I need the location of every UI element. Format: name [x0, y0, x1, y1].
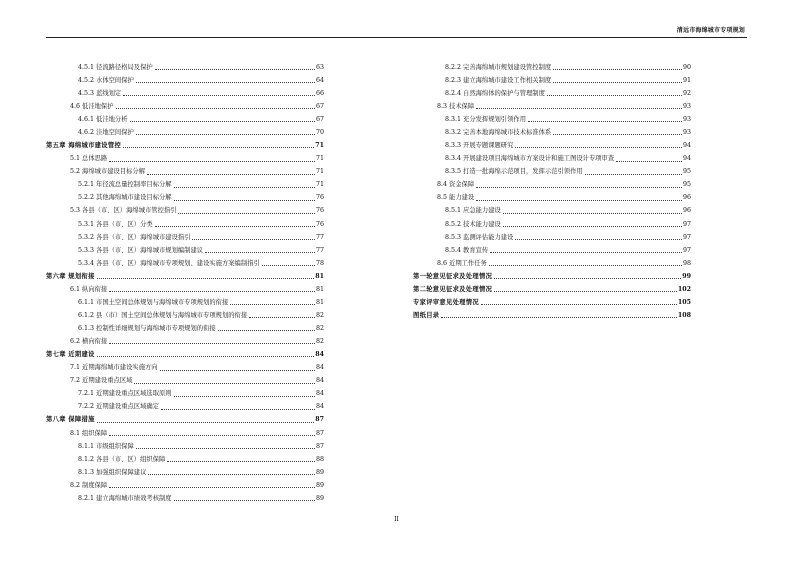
toc-entry-title: 第七章 近期建设	[46, 351, 95, 359]
toc-chapter-entry[interactable]	[413, 293, 691, 306]
toc-entry-page: 84	[315, 351, 324, 359]
toc-dot-leader	[262, 265, 315, 266]
toc-entry-page: 66	[315, 89, 324, 97]
toc-entry-title: 6.1 纵向衔接	[70, 285, 108, 293]
toc-dot-leader	[476, 108, 682, 109]
toc-dot-leader	[490, 252, 682, 253]
toc-dot-leader	[167, 461, 315, 462]
toc-entry[interactable]	[46, 385, 324, 398]
toc-dot-leader	[123, 147, 314, 148]
toc-dot-leader	[494, 278, 681, 279]
toc-entry[interactable]	[413, 254, 691, 267]
toc-entry-page: 67	[315, 102, 324, 110]
toc-entry[interactable]	[46, 202, 324, 215]
toc-dot-leader	[515, 239, 682, 240]
toc-entry-page: 82	[315, 338, 324, 346]
toc-entry-page: 97	[682, 220, 691, 228]
toc-entry-page: 95	[682, 181, 691, 189]
toc-entry-page: 105	[677, 298, 691, 306]
toc-entry[interactable]	[46, 84, 324, 97]
toc-entry-page: 64	[315, 76, 324, 84]
toc-entry[interactable]	[46, 58, 324, 71]
toc-entry[interactable]	[46, 163, 324, 176]
toc-dot-leader	[494, 291, 677, 292]
toc-dot-leader	[528, 121, 682, 122]
toc-entry-page: 76	[315, 194, 324, 202]
toc-entry-page: 71	[315, 168, 324, 176]
toc-entry[interactable]	[413, 189, 691, 202]
toc-entry[interactable]	[46, 476, 324, 489]
toc-entry-page: 84	[315, 390, 324, 398]
toc-entry[interactable]	[413, 215, 691, 228]
toc-chapter-entry[interactable]	[413, 306, 691, 319]
toc-entry-title: 8.4 资金保障	[437, 181, 475, 189]
toc-entry-title: 4.5.3 蓝线划定	[78, 89, 122, 97]
toc-entry-title: 第六章 规划衔接	[46, 272, 95, 280]
toc-entry-page: 82	[315, 311, 324, 319]
toc-entry-title: 8.6 近期工作任务	[437, 259, 487, 267]
toc-chapter-entry[interactable]	[46, 411, 324, 424]
toc-entry[interactable]	[46, 463, 324, 476]
toc-entry[interactable]	[413, 241, 691, 254]
toc-dot-leader	[97, 422, 315, 423]
toc-entry[interactable]	[46, 176, 324, 189]
toc-chapter-entry[interactable]	[413, 280, 691, 293]
toc-dot-leader	[553, 69, 682, 70]
toc-entry-page: 81	[315, 285, 324, 293]
toc-dot-leader	[616, 161, 682, 162]
toc-entry-page: 87	[315, 429, 324, 437]
toc-dot-leader	[553, 82, 682, 83]
toc-entry-page: 94	[682, 142, 691, 150]
toc-entry[interactable]	[413, 97, 691, 110]
toc-dot-leader	[205, 252, 315, 253]
toc-entry-title: 8.1.1 市级组织保障	[78, 442, 134, 450]
toc-entry[interactable]	[46, 450, 324, 463]
toc-entry[interactable]	[46, 189, 324, 202]
toc-entry-title: 第八章 保障措施	[46, 416, 95, 424]
toc-entry[interactable]	[413, 149, 691, 162]
toc-entry[interactable]	[413, 110, 691, 123]
toc-dot-leader	[136, 134, 315, 135]
toc-right-column	[413, 58, 691, 319]
toc-dot-leader	[155, 69, 315, 70]
toc-entry-page: 82	[315, 325, 324, 333]
toc-dot-leader	[585, 174, 682, 175]
toc-dot-leader	[109, 291, 315, 292]
toc-entry-title: 专家评审意见处理情况	[413, 298, 479, 306]
toc-dot-leader	[174, 187, 315, 188]
toc-dot-leader	[97, 278, 315, 279]
toc-entry[interactable]	[413, 228, 691, 241]
toc-entry[interactable]	[46, 358, 324, 371]
toc-entry-title: 8.1.3 加强组织保障建议	[78, 468, 147, 476]
toc-entry[interactable]	[46, 372, 324, 385]
toc-dot-leader	[116, 108, 315, 109]
toc-entry-page: 108	[677, 311, 691, 319]
toc-entry[interactable]	[46, 71, 324, 84]
toc-entry[interactable]	[413, 202, 691, 215]
toc-entry-page: 94	[682, 155, 691, 163]
toc-entry[interactable]	[413, 123, 691, 136]
toc-entry[interactable]	[46, 437, 324, 450]
toc-dot-leader	[547, 95, 682, 96]
toc-entry-title: 6.1.1 市国土空间总体规划与海绵城市专项规划的衔接	[78, 298, 229, 306]
toc-entry[interactable]	[46, 489, 324, 502]
toc-entry-page: 81	[315, 272, 324, 280]
toc-entry[interactable]	[46, 319, 324, 332]
toc-entry-page: 76	[315, 207, 324, 215]
toc-dot-leader	[515, 147, 682, 148]
toc-entry[interactable]	[413, 163, 691, 176]
toc-dot-leader	[489, 265, 682, 266]
toc-entry-page: 92	[682, 89, 691, 97]
toc-dot-leader	[174, 500, 315, 501]
toc-entry-page: 71	[315, 181, 324, 189]
toc-entry-page: 89	[315, 494, 324, 502]
toc-dot-leader	[134, 383, 315, 384]
toc-entry[interactable]	[46, 424, 324, 437]
toc-entry-title: 8.3.4 开展建设项目海绵城市方案设计和施工图设计专项审查	[445, 155, 615, 163]
toc-entry[interactable]	[46, 293, 324, 306]
toc-dot-leader	[230, 304, 315, 305]
toc-dot-leader	[109, 435, 315, 436]
toc-entry[interactable]	[46, 306, 324, 319]
toc-dot-leader	[441, 317, 676, 318]
toc-entry-title: 4.6.2 洼地空间保护	[78, 129, 134, 137]
toc-entry-page: 102	[677, 285, 691, 293]
toc-entry-title: 5.2.1 年径流总量控制率目标分解	[78, 181, 172, 189]
toc-dot-leader	[161, 409, 315, 410]
toc-dot-leader	[155, 226, 315, 227]
toc-dot-leader	[503, 226, 682, 227]
toc-entry-title: 8.5.4 教育宣传	[445, 246, 489, 254]
toc-entry[interactable]	[46, 254, 324, 267]
toc-entry-title: 8.3.1 充分发挥规划引领作用	[445, 116, 526, 124]
toc-entry-title: 8.2.2 完善海绵城市规划建设管控制度	[445, 63, 552, 71]
toc-entry-title: 8.5.1 应急能力建设	[445, 207, 501, 215]
toc-entry[interactable]	[46, 149, 324, 162]
toc-entry-page: 76	[315, 220, 324, 228]
toc-dot-leader	[109, 487, 315, 488]
toc-entry-title: 7.1 近期海绵城市建设实施方向	[70, 364, 158, 372]
toc-entry-page: 99	[682, 272, 691, 280]
toc-entry-page: 84	[315, 377, 324, 385]
toc-entry-title: 4.5.2 水体空间保护	[78, 76, 134, 84]
toc-entry-title: 8.1 组织保障	[70, 429, 108, 437]
toc-entry-page: 88	[315, 455, 324, 463]
toc-entry-title: 6.2 横向衔接	[70, 338, 108, 346]
toc-entry-page: 67	[315, 116, 324, 124]
toc-entry[interactable]	[46, 228, 324, 241]
toc-chapter-entry[interactable]	[413, 267, 691, 280]
toc-entry-title: 8.2.1 建立海绵城市绩效考核制度	[78, 494, 172, 502]
toc-entry-page: 93	[682, 129, 691, 137]
toc-entry-title: 8.5.3 监测评估能力建设	[445, 233, 514, 241]
toc-dot-leader	[481, 304, 677, 305]
toc-entry-page: 97	[682, 233, 691, 241]
toc-dot-leader	[97, 356, 315, 357]
toc-entry[interactable]	[413, 84, 691, 97]
toc-chapter-entry[interactable]	[46, 267, 324, 280]
toc-dot-leader	[476, 187, 682, 188]
toc-entry[interactable]	[46, 215, 324, 228]
toc-dot-leader	[192, 239, 315, 240]
toc-entry-page: 93	[682, 116, 691, 124]
toc-entry-title: 5.2 海绵城市建设目标分解	[70, 168, 145, 176]
toc-entry-page: 77	[315, 246, 324, 254]
toc-entry-page: 89	[315, 468, 324, 476]
toc-entry[interactable]	[46, 332, 324, 345]
toc-entry-title: 5.1 总体思路	[70, 155, 108, 163]
toc-entry-title: 5.3.2 各县（市、区）海绵城市建设指引	[78, 233, 191, 241]
toc-entry-title: 5.3 各县（市、区）海绵城市管控指引	[70, 207, 177, 215]
toc-entry[interactable]	[46, 398, 324, 411]
toc-entry-page: 71	[315, 155, 324, 163]
toc-entry-page: 89	[315, 481, 324, 489]
header-divider	[46, 37, 747, 38]
toc-entry-page: 96	[682, 194, 691, 202]
toc-entry[interactable]	[413, 71, 691, 84]
toc-entry-page: 78	[315, 259, 324, 267]
toc-entry[interactable]	[46, 97, 324, 110]
toc-dot-leader	[130, 121, 315, 122]
toc-entry-title: 8.2 制度保障	[70, 481, 108, 489]
toc-entry[interactable]	[46, 123, 324, 136]
toc-entry-title: 8.3.5 打造一批海绵示范项目，发挥示范引领作用	[445, 168, 583, 176]
toc-entry-page: 98	[682, 259, 691, 267]
toc-entry-title: 4.5.1 径流路径格局及保护	[78, 63, 153, 71]
toc-entry[interactable]	[413, 58, 691, 71]
toc-dot-leader	[147, 174, 315, 175]
toc-entry-title: 8.5 能力建设	[437, 194, 475, 202]
toc-entry-title: 5.3.4 各县（市、区）海绵城市专项规划、建设实施方案编制指引	[78, 259, 260, 267]
toc-dot-leader	[174, 396, 315, 397]
toc-entry-page: 71	[315, 142, 324, 150]
toc-entry-title: 第五章 海绵城市建设管控	[46, 142, 122, 150]
toc-entry-title: 5.3.1 各县（市、区）分类	[78, 220, 153, 228]
toc-dot-leader	[160, 370, 315, 371]
toc-entry-page: 90	[682, 63, 691, 71]
toc-entry-title: 8.3.2 完善本地海绵城市技术标准体系	[445, 129, 552, 137]
toc-entry-page: 95	[682, 168, 691, 176]
toc-entry-title: 5.2.2 其他海绵城市建设目标分解	[78, 194, 172, 202]
toc-chapter-entry[interactable]	[46, 136, 324, 149]
toc-dot-leader	[503, 213, 682, 214]
toc-entry-title: 6.1.3 控制性详细规划与海绵城市专项规划的衔接	[78, 325, 216, 333]
toc-entry[interactable]	[46, 280, 324, 293]
toc-entry-title: 8.5.2 技术能力建设	[445, 220, 501, 228]
toc-dot-leader	[123, 95, 315, 96]
toc-entry-page: 97	[682, 246, 691, 254]
toc-entry-page: 91	[682, 76, 691, 84]
toc-entry-page: 70	[315, 129, 324, 137]
toc-chapter-entry[interactable]	[46, 345, 324, 358]
toc-entry-title: 7.2.2 近期建设重点区域确定	[78, 403, 159, 411]
toc-entry-title: 4.6 低洼地保护	[70, 102, 114, 110]
toc-left-column	[46, 58, 324, 502]
toc-entry-page: 84	[315, 403, 324, 411]
toc-entry-title: 第一轮意见征求及处理情况	[413, 272, 493, 280]
toc-dot-leader	[109, 161, 315, 162]
toc-dot-leader	[136, 448, 315, 449]
toc-entry[interactable]	[46, 241, 324, 254]
toc-entry-title: 第二轮意见征求及处理情况	[413, 285, 493, 293]
toc-entry-page: 77	[315, 233, 324, 241]
toc-entry-page: 84	[315, 364, 324, 372]
page-number: II	[394, 516, 399, 523]
toc-entry-title: 8.2.4 自然海绵体的保护与管理制度	[445, 89, 545, 97]
toc-dot-leader	[174, 200, 315, 201]
toc-entry-title: 8.3.3 开展专题课题研究	[445, 142, 514, 150]
document-header-title: 清远市海绵城市专项规划	[676, 27, 745, 34]
toc-entry-page: 93	[682, 102, 691, 110]
toc-entry-title: 图纸目录	[413, 311, 440, 319]
toc-entry-title: 8.1.2 各县（市、区）组织保障	[78, 455, 166, 463]
toc-entry-page: 87	[315, 416, 324, 424]
toc-dot-leader	[109, 343, 315, 344]
toc-dot-leader	[178, 213, 315, 214]
toc-entry-title: 8.3 技术保障	[437, 102, 475, 110]
toc-entry[interactable]	[413, 136, 691, 149]
toc-entry-title: 8.2.3 建立海绵城市建设工作相关制度	[445, 76, 552, 84]
toc-entry-title: 7.2.1 近期建设重点区域选取原则	[78, 390, 172, 398]
toc-dot-leader	[218, 330, 315, 331]
toc-dot-leader	[476, 200, 682, 201]
toc-entry-page: 63	[315, 63, 324, 71]
toc-entry-page: 87	[315, 442, 324, 450]
toc-entry-title: 7.2 近期建设重点区域	[70, 377, 133, 385]
toc-dot-leader	[249, 317, 315, 318]
toc-entry-title: 5.3.3 各县（市、区）海绵城市规划编制建议	[78, 246, 204, 254]
toc-entry-title: 6.1.2 县（市）国土空间总体规划与海绵城市专项规划的衔接	[78, 311, 248, 319]
toc-entry-page: 81	[315, 298, 324, 306]
toc-entry[interactable]	[413, 176, 691, 189]
toc-dot-leader	[553, 134, 682, 135]
toc-entry-page: 96	[682, 207, 691, 215]
toc-dot-leader	[148, 474, 315, 475]
toc-entry-title: 4.6.1 低洼地分析	[78, 116, 128, 124]
toc-entry[interactable]	[46, 110, 324, 123]
toc-dot-leader	[136, 82, 315, 83]
